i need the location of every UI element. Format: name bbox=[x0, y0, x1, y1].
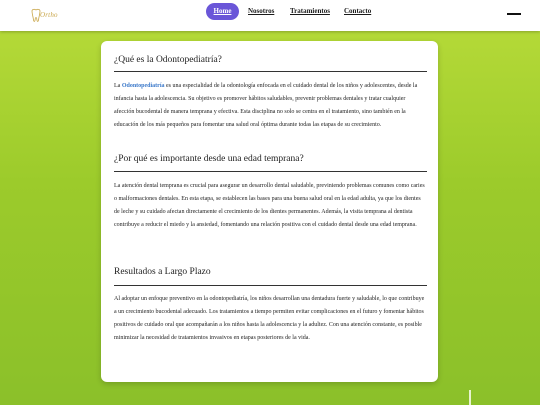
section-paragraph-importancia: La atención dental temprana es crucial para asegurar un desarrollo dental saludable, previniendo problemas comunes como caries o malformaciones dentales. En esta etapa, se establecen las bases para una buena salud oral en la edad adulta, ya que los dientes de leche y su cuidado afectan directamente el crecimiento de los dientes permanentes. Además, la visita temprana al dentista contribuye a reducir el miedo y la ansiedad, fomentando una relación positiva con el cuidado dental desde una edad temprana. bbox=[114, 183, 425, 228]
nav-home-link[interactable]: Home bbox=[206, 3, 239, 20]
content-card bbox=[101, 41, 438, 382]
section-paragraph-que-es bbox=[114, 80, 426, 132]
top-navbar bbox=[0, 0, 540, 31]
section-title-importancia: ¿Por qué es importante desde una edad temprana? bbox=[114, 154, 304, 164]
site-logo[interactable] bbox=[30, 8, 74, 24]
logo-text: Ortho bbox=[40, 11, 58, 19]
nav-tratamientos-link[interactable]: Tratamientos bbox=[290, 7, 330, 15]
odontopediatria-highlight: Odontopediatría bbox=[121, 83, 165, 89]
paragraph-prefix: La bbox=[114, 83, 121, 89]
section-divider bbox=[114, 285, 427, 286]
nav-nosotros-link[interactable]: Nosotros bbox=[248, 7, 275, 15]
scroll-indicator bbox=[469, 390, 471, 405]
hamburger-menu-icon[interactable] bbox=[507, 13, 521, 15]
section-paragraph-resultados: Al adoptar un enfoque preventivo en la odontopediatría, los niños desarrollan una dentadura fuerte y saludable, lo que contribuye a un crecimiento bucodental adecuado. Los tratamientos a tiempo permiten evitar complicaciones en el futuro y fomentar hábitos positivos de cuidado oral que acompañarán a los niños hasta la adolescencia y la adultez. Con una atención constante, es posible minimizar la necesidad de tratamientos invasivos en etapas posteriores de la vida. bbox=[114, 296, 425, 341]
nav-contacto-link[interactable]: Contacto bbox=[344, 7, 372, 15]
section-divider bbox=[114, 171, 427, 172]
section-title-que-es: ¿Qué es la Odontopediatría? bbox=[114, 55, 222, 65]
paragraph-text: es una especialidad de la odontología enfocada en el cuidado dental de los niños y adolescentes, desde la infancia hasta la adolescencia. Su objetivo es promover hábitos saludables, prevenir problemas dentales y tratar cualquier afección bucodental de manera temprana y efectiva. Esta disciplina no solo se centra en el tratamiento, sino también en la educación de los más pequeños para fomentar una salud oral óptima durante todas las etapas de su crecimiento. bbox=[114, 83, 418, 128]
section-divider bbox=[114, 71, 427, 72]
section-title-resultados: Resultados a Largo Plazo bbox=[114, 267, 211, 277]
